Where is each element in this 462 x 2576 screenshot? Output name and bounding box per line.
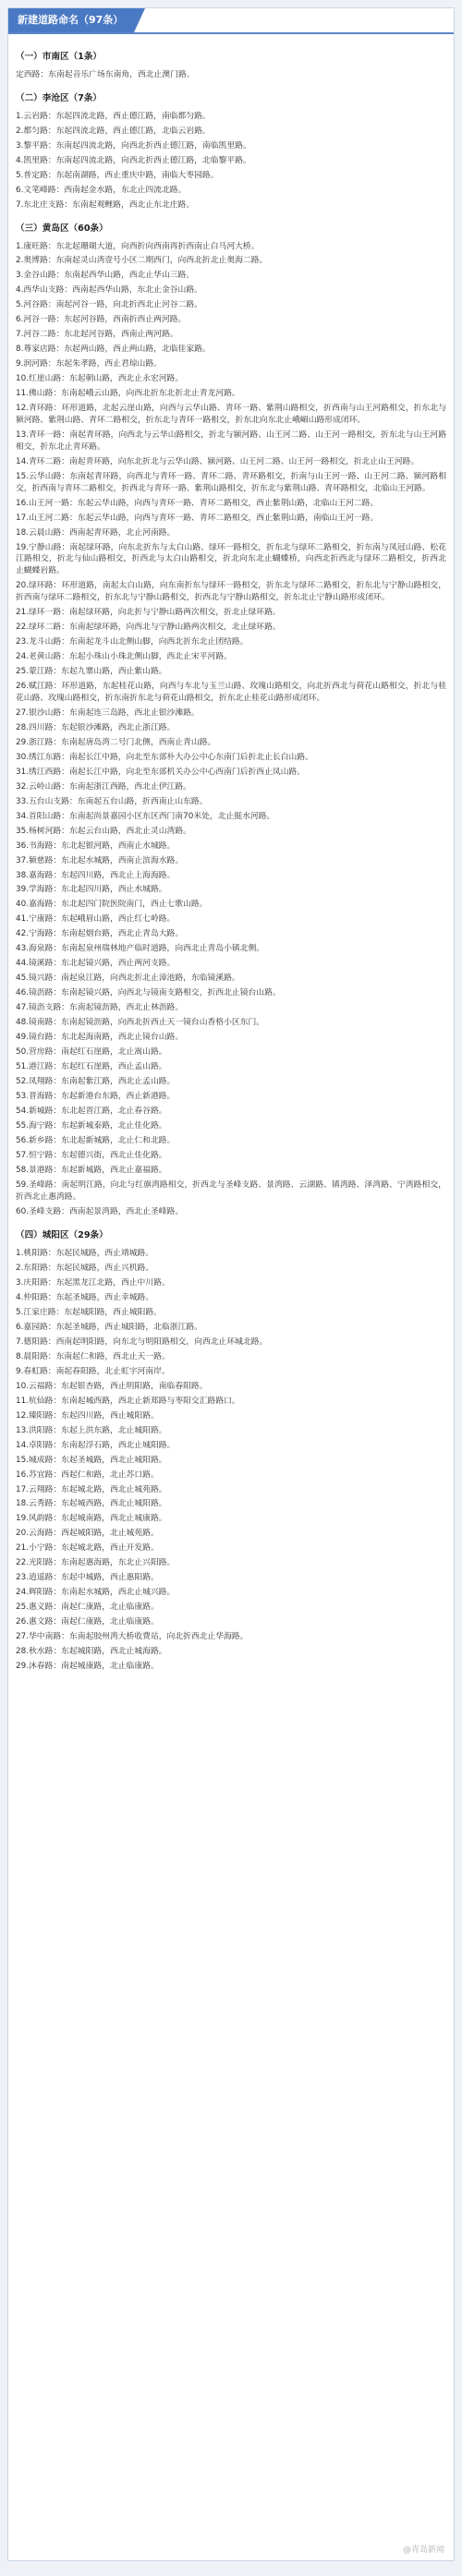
road-item: 4.西华山支路：西南起西华山路，东北止金谷山路。 [16, 285, 202, 296]
road-item: 26.赋江路：环形道路，东起桂花山路，向西与车北与玉兰山路、玫瑰山路相交，向北折西北与荷花山路相交，折北与桂花山路、玫瑰山路相交，折东南折东北与荷花山路相交，折东北止桂花山路形成闭环。 [16, 681, 446, 703]
road-item: 6.河谷一路：东起河谷路，西南折西止两河路。 [16, 315, 187, 325]
road-item: 36.书海路：东北起银河路，西南止水城路。 [16, 841, 176, 851]
road-item: 22.光阳路：东南起惠海路，东北止兴阳路。 [16, 1558, 176, 1568]
road-item: 16.苏宜路：西起仁和路，北止苏口路。 [16, 1469, 159, 1480]
road-item: 5.河谷路：南起河谷一路，向北折西北止河谷二路。 [16, 300, 202, 310]
road-item: 20.绿环路：环形道路，南起太白山路，向东南折东与绿环一路相交，折东北与绿环二路相交，折东北与宁静山路相交，折西南与绿环二路相交，折东北与宁静山路相交，折西北与宁静山路相交，折东北止宁静山路形成闭环。 [16, 581, 446, 602]
page-title: 新建道路命名（97条） [8, 8, 134, 32]
road-item: 47.镜沥支路：东南起镜沥路，西北止林沥路。 [16, 1003, 184, 1013]
road-item: 34.首阳山路：东南起尚景嘉园小区东区西门南70米处，北止挺水河路。 [16, 811, 275, 821]
road-item: 32.云岭山路：东南起浙江西路，西北止伊江路。 [16, 781, 191, 792]
road-item: 4.凯里路：东南起四流北路，向西北折西止德江路，北临黎平路。 [16, 155, 251, 165]
district-section [16, 51, 446, 81]
road-item: 20.云海路：西起城阳路，北止城苑路。 [16, 1529, 159, 1539]
road-item: 2.奥博路：东南起灵山湾壹号小区二期西门，向西北折北止奥海二路。 [16, 256, 268, 266]
road-item: 38.嘉海路：东起四川路，西北止上海海路。 [16, 870, 176, 880]
district-title: （二）李沧区（7条） [16, 92, 103, 103]
district-section [16, 223, 446, 1218]
road-item: 53.晋海路：东起新港台东路，西止新港路。 [16, 1092, 176, 1102]
road-item: 57.恒宁路：东起德兴街，西北止佳化路。 [16, 1151, 167, 1161]
road-item: 59.圣峰路：南起明江路，向北与红旗湾路相交，折西北与圣峰支路、景湾路、云湖路、镇湾路、泽湾路、宁湾路相交，折西北止惠湾路。 [16, 1180, 446, 1202]
road-item: 18.云秀路：东起城西路，西北止城阳路。 [16, 1499, 167, 1509]
road-item: 50.营房路：南起红石崖路，北止嵩山路。 [16, 1047, 167, 1058]
road-item: 27.华中南路：东南起胶州湾大桥收费站，向北折西北止华海路。 [16, 1632, 249, 1642]
road-item: 3.黎平路：东南起四流北路，向西北折西止德江路，南临凯里路。 [16, 140, 251, 151]
road-item: 11.佛山路：东南起峨云山路，向西北折东北折北止青龙河路。 [16, 389, 240, 399]
road-item: 10.云福路：东起银杏路，西止明阳路，南临春阳路。 [16, 1381, 208, 1391]
road-item: 33.五台山支路：东南起五台山路，折西南止山东路。 [16, 796, 208, 806]
road-item: 13.洪阳路：东起上洪东路，北止城阳路。 [16, 1425, 167, 1435]
road-item: 18.云晨山路：西南起青环路，北止河南路。 [16, 527, 176, 538]
district-title: （三）黄岛区（60条） [16, 223, 108, 234]
road-item: 15.云华山路：东南起青环路，向西北与青环一路、青环二路、青环路相交，折南与山王河一路、山王河二路、颍河路相交，折西南与青环二路相交，折西北与青环一路、紫荆山路相交，折东北与紫荆山路、青环路相交，北临山王河路。 [16, 471, 446, 493]
road-item: 17.山王河二路：东起云华山路，向西与青环一路、青环二路相交，西止紫荆山路，南临山王河一路。 [16, 513, 379, 523]
road-item: 14.卓阳路：东南起浮石路，西北止城阳路。 [16, 1440, 176, 1450]
road-item: 30.绣江东路：南起长江中路，向北至东部朴大办公中心东南门后折北止长白山路。 [16, 752, 313, 762]
road-item: 1.康旺路：东北起珊瑚大道，向西折向西南再折西南止白马河大桥。 [16, 241, 260, 251]
road-item: 28.四川路：东起银沙滩路，西北止浙江路。 [16, 722, 176, 732]
road-item: 8.晨阳路：东南起仁和路，西北止天一路。 [16, 1351, 170, 1361]
road-item: 2.东阳路：东起民城路，西止兴机路。 [16, 1263, 154, 1273]
road-item: 定西路：东南起音乐广场东南角，西北止澳门路。 [16, 70, 195, 79]
notice-panel [7, 7, 455, 2561]
road-item: 39.学海路：东北起四川路，西止水城路。 [16, 885, 167, 895]
road-item: 5.江家庄路：东起城阳路，西止城阳路。 [16, 1307, 162, 1317]
road-item: 7.德阳路：西南起明阳路，向东北与明阳路相交，向西北止环城北路。 [16, 1336, 268, 1347]
road-item: 19.风韵路：东起城南路，西北止城康路。 [16, 1514, 167, 1524]
road-item: 4.仲阳路：东起圣城路，西止幸城路。 [16, 1292, 154, 1302]
road-item: 1.桃阳路：东起民城路，西止靖城路。 [16, 1248, 154, 1258]
road-item: 35.杨树河路：东起云台山路，西北止灵山湾路。 [16, 826, 191, 836]
road-item: 43.海泉路：东南起泉州瑞林地产临时道路，向西北止青岛小镇北侧。 [16, 944, 265, 954]
road-item: 29.浙江路：东南起唐岛湾二号门北侧，西南止青山路。 [16, 737, 216, 747]
road-item: 7.河谷二路：东北起河谷路，西南止两河路。 [16, 330, 178, 340]
road-item: 19.宁静山路：南起绿环路，向东北折东与太白山路、绿环一路相交，折东北与绿环二路相交，折东南与凤冠山路、松花江路相交，折北与仙山路相交，折西北与太白山路相交，折北向东北止蝴蝶桥，向西北折西北与绿环二路相交，折西北止蝴蝶岩路。 [16, 542, 446, 576]
road-item: 25.蒙江路：东起九寨山路，西止紫山路。 [16, 666, 167, 676]
district-title: （四）城阳区（29条） [16, 1229, 108, 1240]
road-item: 12.臻阳路：东起四川路，西止城阳路。 [16, 1410, 159, 1421]
road-item: 40.嘉海路：东北起四门院医院南门，西止七歌山路。 [16, 900, 208, 910]
road-item: 23.龙斗山路：东南起龙斗山北侧山脚，向西北折东北止团结路。 [16, 636, 249, 647]
road-item: 45.镜兴路：南起泉江路，向西北折北止漳池路，东临镜溪路。 [16, 974, 240, 984]
road-item: 13.青环一路：南起青环路，向西北与云华山路相交，折北与颍河路、山王河二路、山王河一路相交，折东北与山王河路相交，折东北止青环路。 [16, 430, 446, 452]
road-item: 21.绿环一路：南起绿环路，向北折与宁静山路两次相交，折北止绿环路。 [16, 607, 281, 617]
road-item: 46.镜沥路：东南起镜兴路，向西北与镜南支路相交，折西北止镜台山路。 [16, 988, 281, 998]
road-item: 21.小宁路：东起城北路，西止开发路。 [16, 1543, 159, 1554]
road-item: 10.红崖山路：东起朝山路，西北止永宏河路。 [16, 374, 184, 384]
road-item: 31.绣江西路：南起长江中路，向北至东部机关办公中心西南门后折西止凤山路。 [16, 767, 306, 777]
road-item: 44.镜溪路：东北起镜兴路，西止两河支路。 [16, 959, 176, 969]
road-item: 25.惠义路：南起仁康路，北止临康路。 [16, 1602, 159, 1613]
road-item: 5.普定路：东起南湖路，西止重庆中路，南临大枣园路。 [16, 170, 219, 180]
road-list-content [8, 34, 454, 1673]
road-item: 14.青环二路：南起青环路，向东北折北与云华山路、颍河路、山王河二路、山王河一路相交，折北止山王河路。 [16, 456, 419, 466]
road-item: 60.圣峰支路：西南起景湾路，西北止圣峰路。 [16, 1206, 184, 1216]
road-item: 6.文笔峰路：西南起金水路，东北止四流北路。 [16, 185, 187, 195]
road-item: 24.老黄山路：东起小珠山小珠北侧山脚，西北止宋平河路。 [16, 651, 232, 661]
road-item: 27.银沙山路：东南起连三岛路，西北止银沙滩路。 [16, 707, 200, 718]
road-item: 9.润河路：东起朱孝路，西止君琼山路。 [16, 359, 162, 369]
district-title: （一）市南区（1条） [16, 52, 103, 62]
road-item: 7.东北庄支路：东南起观鲤路，西北止东北庄路。 [16, 200, 195, 210]
road-item: 1.云岩路：东起四流北路，西止德江路，南临都匀路。 [16, 111, 211, 121]
district-section [16, 1229, 446, 1673]
road-item: 3.庆阳路：东起黑龙江北路，西止中川路。 [16, 1277, 170, 1288]
road-item: 48.镜南路：东南起镜沥路，向西北折西止天一镜台山香格小区东门。 [16, 1018, 265, 1028]
road-item: 55.海宁路：东起新城泰路，北止佳化路。 [16, 1121, 167, 1131]
road-item: 52.凤翔路：东南起紫江路，西北止孟山路。 [16, 1077, 176, 1087]
road-item: 2.都匀路：东起四流北路，西止德江路，北临云岩路。 [16, 126, 211, 136]
road-item: 16.山王河一路：东起云华山路，向西与青环一路、青环二路相交，西止紫荆山路，北临山王河二路。 [16, 498, 379, 508]
road-item: 58.景港路：东起新城路，西北止嘉福路。 [16, 1166, 167, 1176]
road-item: 3.金谷山路：东南起西华山路，西北止华山三路。 [16, 271, 195, 281]
road-item: 9.春虹路：南起春阳路，北止虹宇河南岸。 [16, 1366, 170, 1376]
road-item: 54.新城路：东北起晋江路，北止春谷路。 [16, 1107, 167, 1117]
district-section [16, 92, 446, 212]
road-item: 23.逍遥路：东起中城路，西止惠阳路。 [16, 1573, 159, 1583]
road-item: 28.秋水路：东起城阳路，西北止城海路。 [16, 1647, 167, 1657]
road-item: 41.宁康路：东起峨眉山路，西止红七岭路。 [16, 914, 176, 925]
road-item: 51.港江路：东起红石崖路，西止孟山路。 [16, 1062, 167, 1072]
road-item: 37.颍慈路：东北起水城路，西南止滨海水路。 [16, 855, 184, 865]
road-item: 6.嘉园路：东起圣城路，西止城阳路，北临浙江路。 [16, 1322, 202, 1332]
road-item: 49.镜台路：东北起海南路，西北止镜台山路。 [16, 1033, 184, 1043]
road-item: 17.云翔路：东起城北路，西北止城苑路。 [16, 1484, 167, 1494]
road-item: 8.尊家店路：东起两山路，西止两山路，北临佳家路。 [16, 345, 211, 355]
road-item: 11.杭仙路：东南起城西路，西北止新郑路与枣阳交汇路路口。 [16, 1396, 240, 1406]
road-item: 26.惠文路：南起仁康路，北止临康路。 [16, 1617, 159, 1627]
road-item: 15.城成路：东起圣城路，西北止城阳路。 [16, 1455, 167, 1465]
road-item: 29.沐春路：南起城康路，北止临康路。 [16, 1662, 159, 1672]
watermark: @青岛新闻 [402, 2546, 444, 2555]
road-item: 24.辉阳路：东南起水城路，西北止城兴路。 [16, 1588, 176, 1598]
road-item: 22.绿环二路：东南起绿环路，向西北与宁静山路两次相交，北止绿环路。 [16, 622, 281, 632]
road-item: 56.新乡路：东北起新城路，北止仁和北路。 [16, 1136, 176, 1146]
road-item: 12.青环路：环形道路，北起云崖山路，向西与云华山路、青环一路、紫荆山路相交，折西南与山王河路相交，折东北与颍河路、紫荆山路、青环二路相交，折东北与青环一路相交，折东北向东北止峨嵋山路形成闭环。 [16, 404, 446, 426]
road-item: 42.宁海路：东南起烟台路，西北止青岛大路。 [16, 929, 184, 939]
title-bar [8, 8, 454, 34]
